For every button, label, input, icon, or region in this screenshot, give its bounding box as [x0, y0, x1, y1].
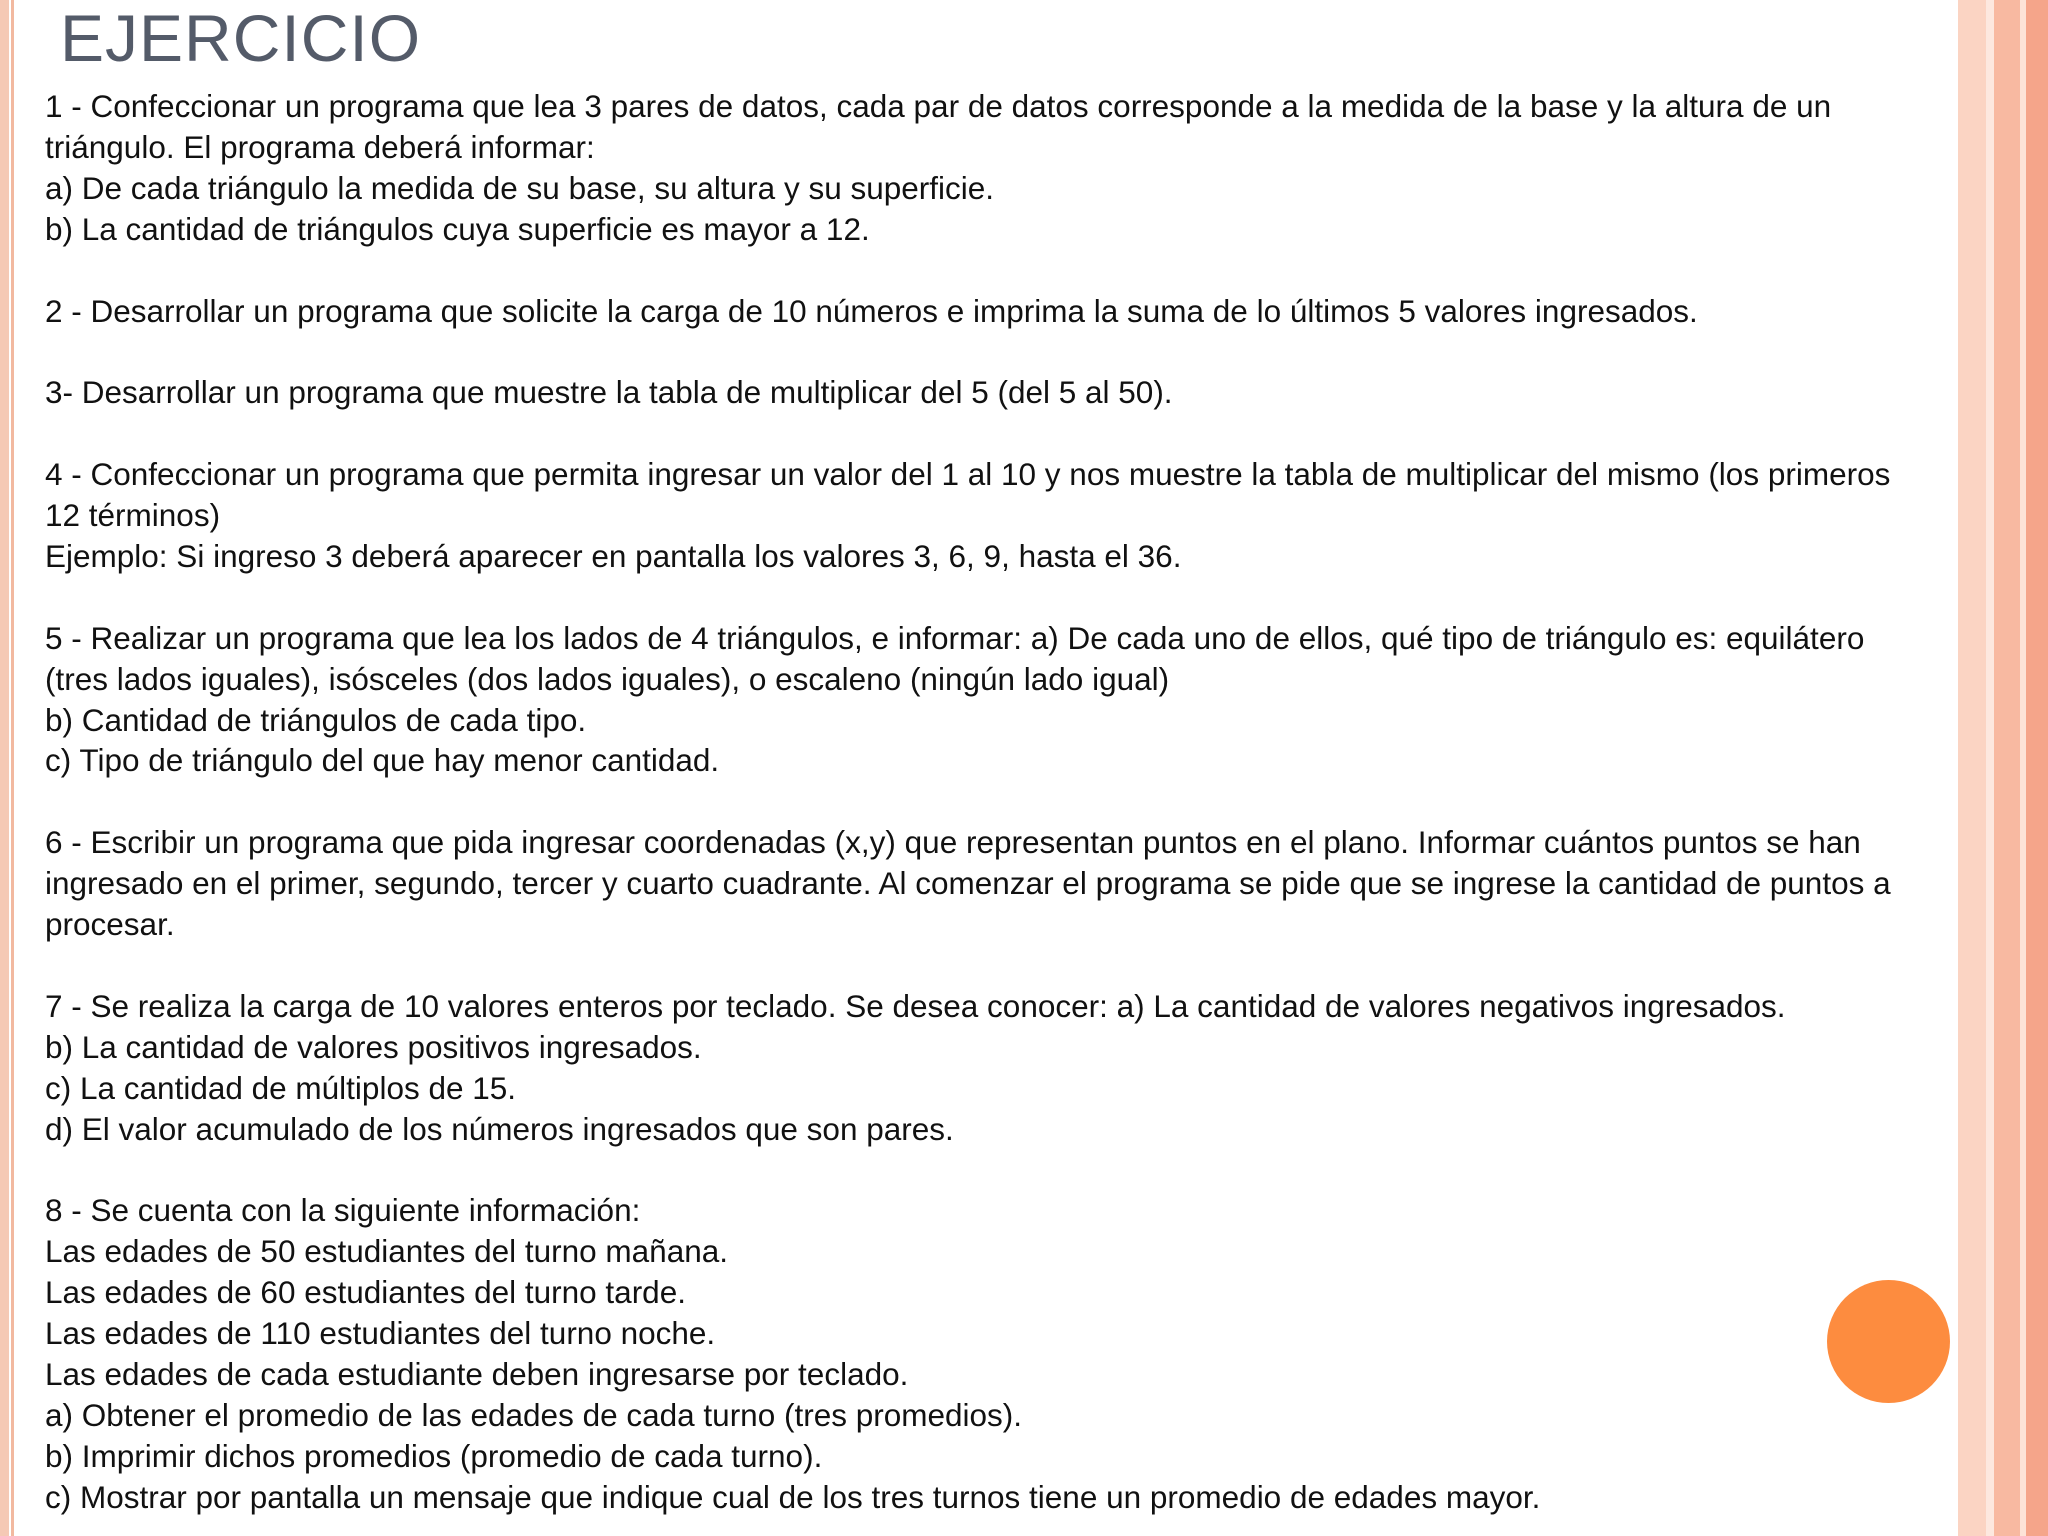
- exercise-line: 8 - Se cuenta con la siguiente información:: [45, 1192, 641, 1229]
- exercise-line: triángulo. El programa deberá informar:: [45, 128, 595, 165]
- exercise-line: Ejemplo: Si ingreso 3 deberá aparecer en pantalla los valores 3, 6, 9, hasta el 36.: [45, 537, 1182, 574]
- exercise-line: 4 - Confeccionar un programa que permita ingresar un valor del 1 al 10 y nos muestre la tabla de multiplicar del mismo (los primeros: [45, 456, 1891, 493]
- exercise-line: 1 - Confeccionar un programa que lea 3 pares de datos, cada par de datos corresponde a la medida de la base y la altura de un: [45, 88, 1832, 124]
- exercise-line: 2 - Desarrollar un programa que solicite la carga de 10 números e imprima la suma de lo últimos 5 valores ingresados.: [45, 292, 1698, 329]
- exercise-line: Las edades de cada estudiante deben ingresarse por teclado.: [45, 1355, 909, 1392]
- exercise-line: 7 - Se realiza la carga de 10 valores enteros por teclado. Se desea conocer: a) La cantidad de valores negativos ingresados.: [45, 987, 1786, 1024]
- exercise-line: Las edades de 60 estudiantes del turno tarde.: [45, 1274, 686, 1311]
- exercise-1: [45, 86, 2045, 250]
- exercise-line: ingresado en el primer, segundo, tercer y cuarto cuadrante. Al comenzar el programa se pide que se ingrese la cantidad de puntos a: [45, 865, 1891, 902]
- exercise-line: b) Cantidad de triángulos de cada tipo.: [45, 701, 587, 738]
- left-decorative-border: [0, 0, 14, 1536]
- exercise-3: [45, 372, 2045, 413]
- exercise-line: 12 términos): [45, 497, 221, 534]
- exercise-line: c) La cantidad de múltiplos de 15.: [45, 1069, 517, 1106]
- exercise-line: c) Tipo de triángulo del que hay menor cantidad.: [45, 742, 720, 779]
- exercise-6: [45, 822, 2045, 945]
- exercise-line: 5 - Realizar un programa que lea los lados de 4 triángulos, e informar: a) De cada uno de ellos, qué tipo de triángulo es: equilátero: [45, 619, 1865, 656]
- exercise-line: d) El valor acumulado de los números ingresados que son pares.: [45, 1110, 954, 1147]
- exercise-line: (tres lados iguales), isósceles (dos lados iguales), o escaleno (ningún lado igual): [45, 660, 1170, 697]
- exercise-8: [45, 1190, 2045, 1517]
- exercise-list: [45, 86, 2045, 1518]
- exercise-line: b) La cantidad de valores positivos ingresados.: [45, 1028, 702, 1065]
- exercise-4: [45, 454, 2045, 577]
- exercise-line: a) Obtener el promedio de las edades de cada turno (tres promedios).: [45, 1396, 1023, 1433]
- exercise-line: b) La cantidad de triángulos cuya superficie es mayor a 12.: [45, 210, 870, 247]
- exercise-line: Las edades de 50 estudiantes del turno mañana.: [45, 1233, 729, 1270]
- exercise-line: c) Mostrar por pantalla un mensaje que indique cual de los tres turnos tiene un promedio de edades mayor.: [45, 1478, 1541, 1515]
- exercise-line: b) Imprimir dichos promedios (promedio de cada turno).: [45, 1437, 823, 1474]
- exercise-line: a) De cada triángulo la medida de su base, su altura y su superficie.: [45, 169, 995, 206]
- exercise-line: Las edades de 110 estudiantes del turno noche.: [45, 1315, 716, 1352]
- exercise-line: 3- Desarrollar un programa que muestre la tabla de multiplicar del 5 (del 5 al 50).: [45, 374, 1173, 411]
- exercise-5: [45, 618, 2045, 782]
- exercise-line: 6 - Escribir un programa que pida ingresar coordenadas (x,y) que representan puntos en el plano. Informar cuántos puntos se han: [45, 824, 1861, 861]
- decorative-orange-circle: [1827, 1280, 1950, 1403]
- exercise-2: [45, 291, 2045, 332]
- exercise-7: [45, 986, 2045, 1150]
- exercise-line: procesar.: [45, 906, 175, 943]
- slide-title: EJERCICIO: [60, 1, 422, 75]
